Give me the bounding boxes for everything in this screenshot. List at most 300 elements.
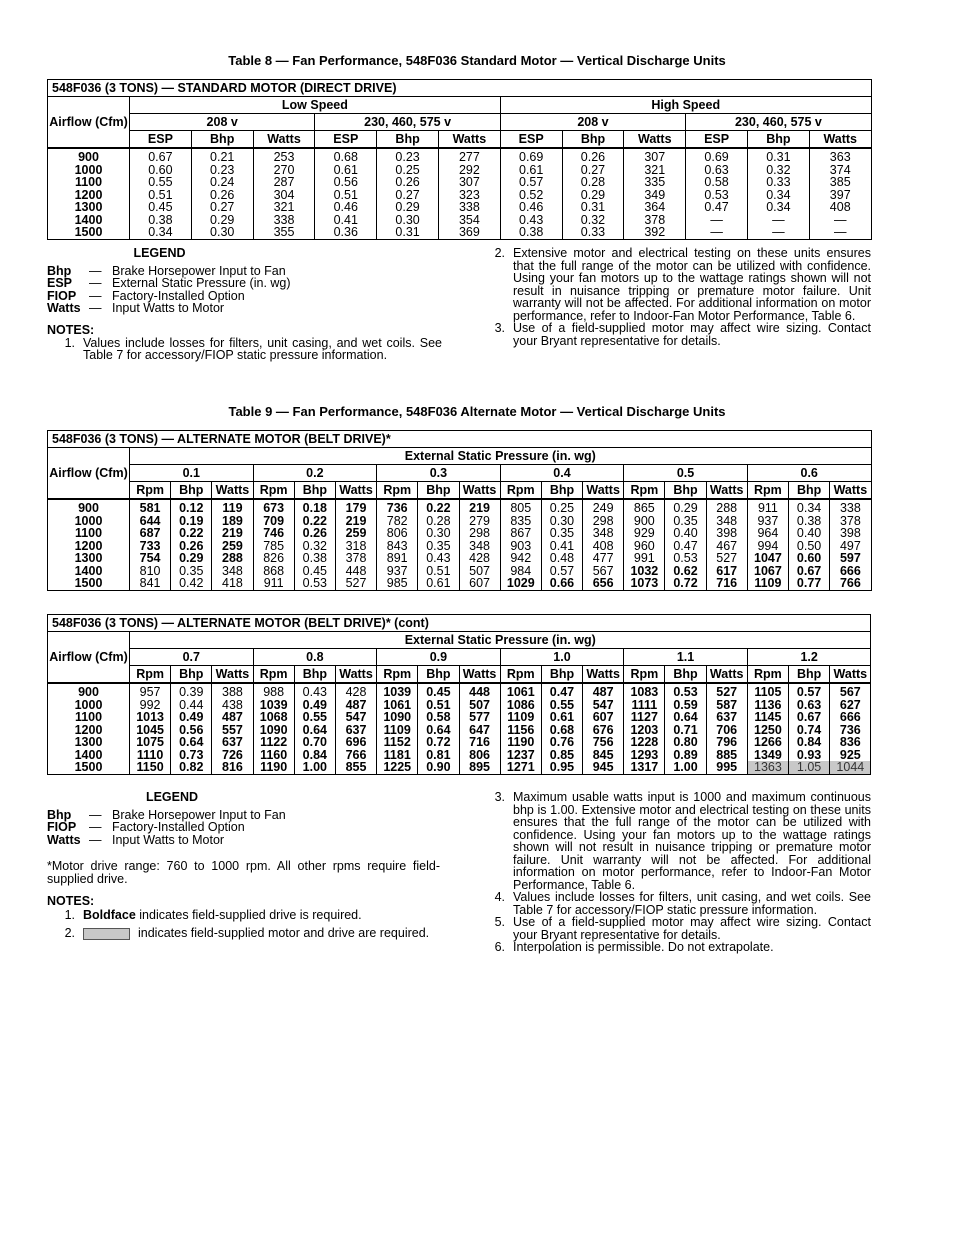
table-row <box>48 577 872 590</box>
table-cell: 843 <box>377 540 418 553</box>
column-header: Rpm <box>130 482 171 500</box>
table-cell: 1090 <box>377 711 418 724</box>
table-cell: 428 <box>335 683 376 699</box>
table-cell: 364 <box>624 201 686 214</box>
table-cell: 0.32 <box>747 164 809 177</box>
column-header: Bhp <box>377 131 439 149</box>
table-cell: 0.31 <box>747 148 809 164</box>
table-cell: 0.32 <box>562 214 624 227</box>
table-cell: 0.57 <box>789 683 830 699</box>
table9-part1 <box>47 430 872 591</box>
table-cell: 0.30 <box>418 527 459 540</box>
column-header: Watts <box>212 666 253 684</box>
table-cell: 673 <box>253 499 294 515</box>
table-cell: 736 <box>830 724 871 737</box>
table-cell: 0.38 <box>500 226 562 239</box>
table-cell: 0.77 <box>789 577 830 590</box>
table-cell: 1203 <box>624 724 665 737</box>
table-row <box>48 724 871 737</box>
table-row <box>48 214 872 227</box>
airflow-cell: 1400 <box>48 565 130 578</box>
legend-text: Input Watts to Motor <box>112 832 225 847</box>
column-header: Bhp <box>541 482 582 500</box>
table8 <box>47 79 872 240</box>
column-header: Rpm <box>624 666 665 684</box>
table-cell: 0.31 <box>562 201 624 214</box>
column-header: Bhp <box>665 482 706 500</box>
grey-swatch <box>83 928 130 940</box>
table-row <box>48 499 872 515</box>
table-cell: 385 <box>809 176 871 189</box>
table-cell: 1032 <box>624 565 665 578</box>
column-header: Rpm <box>253 482 294 500</box>
legend-dash: — <box>89 301 102 315</box>
table-cell: 911 <box>747 499 788 515</box>
pressure-header: 0.6 <box>747 465 871 482</box>
table-cell: 0.30 <box>191 226 253 239</box>
table-cell: 0.85 <box>541 749 582 762</box>
table-row <box>48 164 872 177</box>
table-cell: 1349 <box>747 749 788 762</box>
notes-title: NOTES: <box>47 323 95 337</box>
table-cell: 0.64 <box>665 711 706 724</box>
table-cell: 1073 <box>624 577 665 590</box>
table-cell: 0.46 <box>500 201 562 214</box>
column-header: Bhp <box>541 666 582 684</box>
table-cell: 1083 <box>624 683 665 699</box>
table-cell: 0.59 <box>665 699 706 712</box>
airflow-cell: 1300 <box>48 201 130 214</box>
table-cell: 0.26 <box>191 189 253 202</box>
table-cell: 0.24 <box>191 176 253 189</box>
table-cell: 0.51 <box>130 189 192 202</box>
column-header: ESP <box>130 131 192 149</box>
table-cell: 0.52 <box>500 189 562 202</box>
table-cell: 0.39 <box>171 683 212 699</box>
table-cell: 577 <box>459 711 500 724</box>
table-cell: 0.60 <box>789 552 830 565</box>
table-row <box>48 683 871 699</box>
pressure-header: 0.5 <box>624 465 748 482</box>
airflow-cell: 1300 <box>48 736 130 749</box>
table-cell: 0.26 <box>294 527 335 540</box>
table-cell: 189 <box>212 515 253 528</box>
column-header: Watts <box>830 482 871 500</box>
table-cell: 607 <box>583 711 624 724</box>
table-cell: 1047 <box>747 552 788 565</box>
airflow-cell: 1200 <box>48 189 130 202</box>
airflow-cell: 900 <box>48 683 130 699</box>
table-cell: 408 <box>809 201 871 214</box>
table-cell: 219 <box>335 515 376 528</box>
table-cell: 1044 <box>830 761 871 774</box>
table-cell: 321 <box>624 164 686 177</box>
table-cell: — <box>747 214 809 227</box>
table-cell: 0.57 <box>541 565 582 578</box>
airflow-cell: 1100 <box>48 176 130 189</box>
table-cell: 0.40 <box>789 527 830 540</box>
table-cell: 292 <box>438 164 500 177</box>
table-cell: 806 <box>459 749 500 762</box>
column-header: Bhp <box>294 666 335 684</box>
table-cell: 0.55 <box>130 176 192 189</box>
table-cell: 1068 <box>253 711 294 724</box>
table-cell: 885 <box>706 749 747 762</box>
table-cell: 1061 <box>377 699 418 712</box>
table-cell: 0.63 <box>686 164 748 177</box>
table-cell: 1190 <box>253 761 294 774</box>
column-header: Bhp <box>418 482 459 500</box>
table-cell: 1045 <box>130 724 171 737</box>
column-header: Bhp <box>191 131 253 149</box>
table-cell: 0.42 <box>171 577 212 590</box>
table-cell: 1111 <box>624 699 665 712</box>
note-1: 1. Boldface indicates field-supplied drive is required. <box>64 907 362 922</box>
table-cell: 0.82 <box>171 761 212 774</box>
legend-dash: — <box>89 263 102 278</box>
column-header: Watts <box>583 482 624 500</box>
table-cell: 766 <box>335 749 376 762</box>
table-cell: 119 <box>212 499 253 515</box>
table-cell: 806 <box>377 527 418 540</box>
legend-dash: — <box>89 288 102 303</box>
table-cell: 259 <box>335 527 376 540</box>
table-cell: 307 <box>438 176 500 189</box>
table-cell: 1090 <box>253 724 294 737</box>
table-cell: 1110 <box>130 749 171 762</box>
table-cell: 925 <box>830 749 871 762</box>
legend-dash: — <box>89 832 102 847</box>
table-cell: 0.61 <box>315 164 377 177</box>
table-cell: 0.56 <box>171 724 212 737</box>
table-cell: 0.46 <box>315 201 377 214</box>
table-cell: 1109 <box>377 724 418 737</box>
airflow-cell: 1200 <box>48 540 130 553</box>
legend-text: External Static Pressure (in. wg) <box>112 276 291 290</box>
table-cell: 836 <box>830 736 871 749</box>
table-cell: 1363 <box>747 761 788 774</box>
pressure-header: 0.8 <box>253 649 377 666</box>
table-cell: 0.69 <box>500 148 562 164</box>
table9-caption-cont: 548F036 (3 TONS) — ALTERNATE MOTOR (BELT DRIVE)* (cont) <box>48 615 871 632</box>
table-cell: 0.34 <box>130 226 192 239</box>
table-cell: 497 <box>830 540 871 553</box>
table-cell: 0.43 <box>500 214 562 227</box>
note-4: 4. Values include losses for filters, unit casing, and wet coils. See Table 7 for accessory/FIOP static pressure information. <box>494 890 871 917</box>
airflow-cell: 1100 <box>48 711 130 724</box>
esp-header: External Static Pressure (in. wg) <box>130 632 871 649</box>
table-cell: 903 <box>500 540 541 553</box>
table-cell: 0.72 <box>418 736 459 749</box>
table-cell: 1067 <box>747 565 788 578</box>
low-speed-header: Low Speed <box>130 97 501 114</box>
table-cell: 0.25 <box>377 164 439 177</box>
legend-key: Bhp <box>47 263 72 278</box>
table-cell: 567 <box>830 683 871 699</box>
airflow-cell: 1500 <box>48 761 130 774</box>
table-cell: 0.67 <box>130 148 192 164</box>
table-cell: 338 <box>830 499 871 515</box>
table-cell: 0.32 <box>294 540 335 553</box>
table-cell: 397 <box>809 189 871 202</box>
table-cell: 816 <box>212 761 253 774</box>
table-cell: 754 <box>130 552 171 565</box>
table-cell: 1105 <box>747 683 788 699</box>
table-cell: 0.21 <box>191 148 253 164</box>
table-cell: 527 <box>706 552 747 565</box>
table-cell: 0.33 <box>747 176 809 189</box>
table-cell: 994 <box>747 540 788 553</box>
table-cell: 507 <box>459 699 500 712</box>
table-cell: 637 <box>335 724 376 737</box>
table-cell: 0.35 <box>541 527 582 540</box>
table-cell: 0.30 <box>541 515 582 528</box>
table-cell: 0.64 <box>294 724 335 737</box>
table-cell: 0.26 <box>171 540 212 553</box>
column-header: Bhp <box>171 482 212 500</box>
column-header: Bhp <box>789 666 830 684</box>
table-cell: 733 <box>130 540 171 553</box>
voltage-header: 208 v <box>500 114 685 131</box>
table-cell: 0.56 <box>315 176 377 189</box>
column-header: Watts <box>212 482 253 500</box>
table-row <box>48 552 872 565</box>
column-header: Watts <box>809 131 871 149</box>
table-cell: 726 <box>212 749 253 762</box>
column-header: Watts <box>583 666 624 684</box>
table-cell: 0.47 <box>541 683 582 699</box>
table-row <box>48 699 871 712</box>
table-cell: 0.67 <box>789 565 830 578</box>
table-cell: 706 <box>706 724 747 737</box>
table-cell: 597 <box>830 552 871 565</box>
notes-title: NOTES: <box>47 894 95 908</box>
table-row <box>48 565 872 578</box>
note-2: 2. Extensive motor and electrical testing on these units ensures that the full range of the motor can be utilized with confidence. Using your fan motors up to the wattage ratings shown will not result in nuisance tripping or premature motor failure. Unit warranty will not be affected. For additional information on motor performance, refer to Indoor-Fan Motor Performance, Table 6. <box>494 246 871 323</box>
table-cell: 617 <box>706 565 747 578</box>
pressure-header: 0.3 <box>377 465 501 482</box>
table-cell: 716 <box>459 736 500 749</box>
table-cell: 796 <box>706 736 747 749</box>
table-cell: 304 <box>253 189 315 202</box>
table-cell: 0.27 <box>191 201 253 214</box>
table-cell: 0.38 <box>130 214 192 227</box>
table-cell: 418 <box>212 577 253 590</box>
pressure-header: 0.7 <box>130 649 254 666</box>
table-cell: 0.51 <box>315 189 377 202</box>
table-cell: 805 <box>500 499 541 515</box>
legend-text: Input Watts to Motor <box>112 301 225 315</box>
pressure-header: 0.2 <box>253 465 377 482</box>
table-cell: 1160 <box>253 749 294 762</box>
table-cell: 0.48 <box>541 552 582 565</box>
column-header: Watts <box>624 131 686 149</box>
table-cell: 270 <box>253 164 315 177</box>
voltage-header: 230, 460, 575 v <box>315 114 500 131</box>
table-cell: 716 <box>706 577 747 590</box>
table-row <box>48 736 871 749</box>
table-cell: 985 <box>377 577 418 590</box>
table-cell: 448 <box>459 683 500 699</box>
airflow-cell: 1100 <box>48 527 130 540</box>
table-cell: 507 <box>459 565 500 578</box>
table-cell: 1136 <box>747 699 788 712</box>
column-header: Rpm <box>624 482 665 500</box>
airflow-cell: 1300 <box>48 552 130 565</box>
table-cell: 0.68 <box>315 148 377 164</box>
column-header: ESP <box>315 131 377 149</box>
table-cell: 363 <box>809 148 871 164</box>
table-cell: 0.69 <box>686 148 748 164</box>
table-cell: 1271 <box>500 761 541 774</box>
table-cell: 298 <box>583 515 624 528</box>
table-cell: 0.58 <box>418 711 459 724</box>
pressure-header: 0.9 <box>377 649 501 666</box>
table-cell: 891 <box>377 552 418 565</box>
table-row <box>48 540 872 553</box>
table-cell: 964 <box>747 527 788 540</box>
column-header: Bhp <box>171 666 212 684</box>
table-cell: 0.53 <box>294 577 335 590</box>
table-cell: 392 <box>624 226 686 239</box>
esp-header: External Static Pressure (in. wg) <box>130 448 872 465</box>
table-cell: 785 <box>253 540 294 553</box>
table-cell: 666 <box>830 565 871 578</box>
column-header: Watts <box>706 482 747 500</box>
table-cell: 942 <box>500 552 541 565</box>
table-cell: 398 <box>706 527 747 540</box>
table-cell: 0.45 <box>294 565 335 578</box>
table-cell: 0.34 <box>747 201 809 214</box>
column-header: Rpm <box>253 666 294 684</box>
column-header: Bhp <box>562 131 624 149</box>
table-cell: 1039 <box>377 683 418 699</box>
table-cell: 355 <box>253 226 315 239</box>
table-cell: 0.53 <box>665 683 706 699</box>
column-header: Rpm <box>377 666 418 684</box>
table-cell: 0.63 <box>789 699 830 712</box>
table-cell: 0.47 <box>686 201 748 214</box>
table-cell: 0.29 <box>191 214 253 227</box>
table-cell: 756 <box>583 736 624 749</box>
pressure-header: 1.1 <box>624 649 748 666</box>
table-cell: 0.33 <box>562 226 624 239</box>
motor-footnote: *Motor drive range: 760 to 1000 rpm. All other rpms require field-supplied drive. <box>47 859 440 886</box>
airflow-header: Airflow (Cfm) <box>48 632 130 684</box>
table-cell: 1190 <box>500 736 541 749</box>
legend-title: LEGEND <box>145 790 199 804</box>
airflow-cell: 1000 <box>48 164 130 177</box>
legend-dash: — <box>89 807 102 822</box>
table-cell: 0.35 <box>418 540 459 553</box>
table-cell: 1122 <box>253 736 294 749</box>
table-cell: 1109 <box>747 577 788 590</box>
table-cell: 219 <box>459 499 500 515</box>
table-cell: 1086 <box>500 699 541 712</box>
column-header: Bhp <box>789 482 830 500</box>
legend-text: Factory-Installed Option <box>112 820 245 834</box>
table-cell: 0.26 <box>377 176 439 189</box>
table-cell: 937 <box>747 515 788 528</box>
airflow-header: Airflow (Cfm) <box>48 448 130 500</box>
table-cell: 0.49 <box>294 699 335 712</box>
note-3: 3. Maximum usable watts input is 1000 and maximum continuous bhp is 1.00. Extensive motor and electrical testing on these units ensures that the full range of the motor can be utilized with confidence. Using your fan motors up to the wattage ratings shown will not result in nuisance tripping or premature motor failure. Unit warranty will not be affected. For additional information on motor performance, refer to Indoor-Fan Motor Performance, Table 6. <box>494 790 871 892</box>
table-cell: 0.36 <box>315 226 377 239</box>
table-cell: 0.55 <box>294 711 335 724</box>
table-cell: 607 <box>459 577 500 590</box>
table-cell: 0.64 <box>418 724 459 737</box>
column-header: Watts <box>335 482 376 500</box>
table-cell: 746 <box>253 527 294 540</box>
table-cell: 0.64 <box>171 736 212 749</box>
table-cell: 1266 <box>747 736 788 749</box>
table-cell: 408 <box>583 540 624 553</box>
table-cell: 527 <box>335 577 376 590</box>
table-cell: 911 <box>253 577 294 590</box>
table-cell: 0.76 <box>541 736 582 749</box>
table-cell: 0.70 <box>294 736 335 749</box>
table-cell: — <box>809 226 871 239</box>
legend-item <box>47 277 297 290</box>
airflow-cell: 1000 <box>48 699 130 712</box>
table-cell: 0.62 <box>665 565 706 578</box>
table-cell: 0.40 <box>665 527 706 540</box>
column-header: Watts <box>830 666 871 684</box>
table-cell: 0.90 <box>418 761 459 774</box>
table-cell: 992 <box>130 699 171 712</box>
table-cell: 0.67 <box>789 711 830 724</box>
table-cell: 0.53 <box>686 189 748 202</box>
voltage-header: 230, 460, 575 v <box>686 114 872 131</box>
note-1: 1. Values include losses for filters, unit casing, and wet coils. See Table 7 for accessory/FIOP static pressure information. <box>64 335 442 362</box>
table-cell: 348 <box>212 565 253 578</box>
legend-dash: — <box>89 276 102 290</box>
table-cell: 0.49 <box>171 711 212 724</box>
table-cell: 0.61 <box>541 711 582 724</box>
table-cell: 988 <box>253 683 294 699</box>
notes-table8-right <box>477 247 871 347</box>
table-cell: 0.26 <box>562 148 624 164</box>
table-cell: 0.27 <box>562 164 624 177</box>
airflow-cell: 1400 <box>48 749 130 762</box>
note-6: 6. Interpolation is permissible. Do not extrapolate. <box>494 940 774 954</box>
table-cell: 0.31 <box>377 226 439 239</box>
note-2: 2. indicates field-supplied motor and drive are required. <box>64 926 430 940</box>
table-cell: 900 <box>624 515 665 528</box>
column-header: Rpm <box>747 482 788 500</box>
column-header: Bhp <box>418 666 459 684</box>
table-cell: 0.50 <box>789 540 830 553</box>
table-cell: 995 <box>706 761 747 774</box>
table-cell: 388 <box>212 683 253 699</box>
table-cell: 349 <box>624 189 686 202</box>
column-header: Rpm <box>130 666 171 684</box>
table-cell: 1.05 <box>789 761 830 774</box>
table-cell: 0.28 <box>562 176 624 189</box>
table-cell: 1061 <box>500 683 541 699</box>
column-header: Watts <box>335 666 376 684</box>
table-cell: 259 <box>212 540 253 553</box>
table-cell: 1152 <box>377 736 418 749</box>
table-cell: 0.23 <box>377 148 439 164</box>
table-cell: 676 <box>583 724 624 737</box>
table8-title: Table 8 — Fan Performance, 548F036 Standard Motor — Vertical Discharge Units <box>228 53 726 68</box>
table-cell: 0.19 <box>171 515 212 528</box>
table-cell: 398 <box>830 527 871 540</box>
table-cell: 835 <box>500 515 541 528</box>
column-header: Bhp <box>665 666 706 684</box>
table-cell: 865 <box>624 499 665 515</box>
